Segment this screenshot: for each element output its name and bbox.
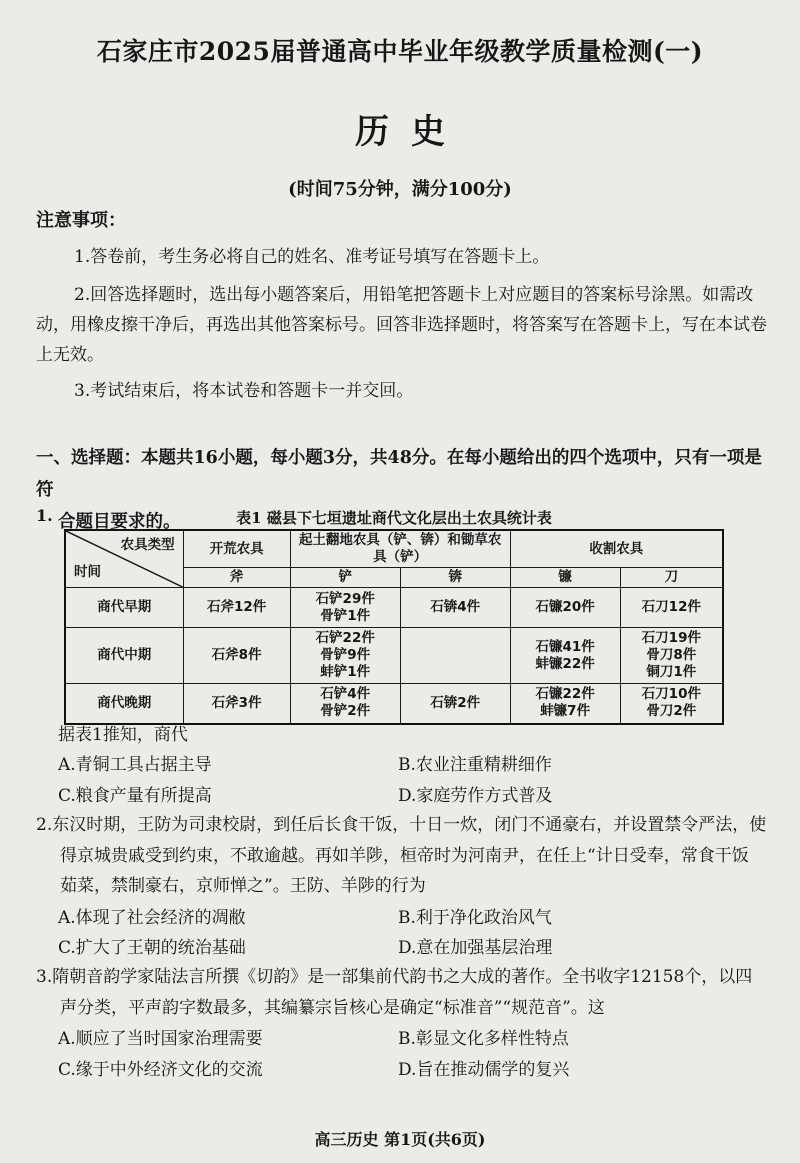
cell-value: 骨铲1件 bbox=[320, 607, 371, 624]
q2-option-c: C.扩大了王朝的统治基础 bbox=[58, 938, 246, 958]
subhead-axe: 斧 bbox=[183, 568, 290, 588]
exam-title: 石家庄市2025届普通高中毕业年级教学质量检测(一) bbox=[96, 37, 704, 66]
table-corner-header bbox=[65, 530, 183, 588]
knife-cell bbox=[620, 684, 723, 724]
subject-title: 历史 bbox=[355, 112, 467, 152]
cell-value: 骨刀2件 bbox=[646, 703, 697, 720]
section-heading-line2: 合题目要求的。 bbox=[58, 512, 181, 532]
section-heading-line1: 一、选择题：本题共16小题，每小题3分，共48分。在每小题给出的四个选项中，只有一项是符 bbox=[36, 448, 762, 500]
q2-line-3: 茹菜，禁制豪右，京师惮之”。王防、羊陟的行为 bbox=[60, 876, 426, 896]
adze-cell bbox=[400, 588, 510, 628]
sickle-cell bbox=[510, 684, 620, 724]
cell-value: 蚌镰7件 bbox=[540, 703, 591, 720]
time-info: (时间75分钟，满分100分) bbox=[288, 179, 512, 200]
cell-value: 铜刀1件 bbox=[646, 664, 697, 680]
table-row bbox=[65, 684, 723, 724]
note-item-2: 2.回答选择题时，选出每小题答案后，用铅笔把答题卡上对应题目的答案标号涂黑。如需改动，用橡皮擦干净后，再选出其他答案标号。回答非选择题时，将答案写在答题卡上，写在本试卷上无效。 bbox=[36, 285, 767, 365]
subhead-shovel: 铲 bbox=[290, 568, 400, 588]
q2-option-d: D.意在加强基层治理 bbox=[398, 938, 553, 958]
cell-value: 石镰20件 bbox=[535, 599, 595, 615]
q3-option-b: B.彰显文化多样性特点 bbox=[398, 1029, 569, 1049]
sickle-cell bbox=[510, 588, 620, 628]
q3-option-c: C.缘于中外经济文化的交流 bbox=[58, 1060, 263, 1080]
corner-bottom-label: 时间 bbox=[74, 564, 101, 580]
table-row bbox=[65, 628, 723, 684]
q2-option-a: A.体现了社会经济的凋敝 bbox=[58, 908, 246, 928]
adze-cell bbox=[400, 628, 510, 684]
period-cell: 商代中期 bbox=[65, 628, 183, 684]
group-header-tilling: 起土翻地农具（铲、锛）和锄草农具（铲） bbox=[290, 530, 510, 568]
cell-value: 蚌铲1件 bbox=[320, 664, 371, 680]
subhead-adze: 锛 bbox=[400, 568, 510, 588]
q2-option-b: B.利于净化政治风气 bbox=[398, 908, 552, 928]
note-item-3: 3.考试结束后，将本试卷和答题卡一并交回。 bbox=[74, 381, 414, 401]
sickle-cell bbox=[510, 628, 620, 684]
subhead-knife: 刀 bbox=[620, 568, 723, 588]
knife-cell bbox=[620, 628, 723, 684]
axe-cell bbox=[183, 588, 290, 628]
knife-cell bbox=[620, 588, 723, 628]
group-header-harvest: 收割农具 bbox=[510, 530, 723, 568]
question-1-number: 1. bbox=[36, 506, 53, 525]
q1-option-a: A.青铜工具占据主导 bbox=[58, 755, 212, 775]
note-item-1: 1.答卷前，考生务必将自己的姓名、准考证号填写在答题卡上。 bbox=[74, 247, 550, 267]
table-row bbox=[65, 588, 723, 628]
cell-value: 石锛4件 bbox=[430, 599, 481, 615]
cell-value: 骨铲2件 bbox=[320, 703, 371, 720]
cell-value: 石镰41件 bbox=[535, 638, 595, 655]
adze-cell bbox=[400, 684, 510, 724]
cell-value: 石锛2件 bbox=[430, 694, 481, 711]
shovel-cell bbox=[290, 628, 400, 684]
table-caption: 表1 磁县下七垣遗址商代文化层出土农具统计表 bbox=[236, 509, 552, 527]
q2-line-1: 2.东汉时期，王防为司隶校尉，到任后长食干饭，十日一炊，闭门不通豪右，并设置禁令严法，使 bbox=[36, 815, 767, 835]
cell-value: 骨刀8件 bbox=[646, 647, 697, 663]
cell-value: 石镰22件 bbox=[535, 686, 595, 703]
shovel-cell bbox=[290, 684, 400, 724]
question-1-stem: 据表1推知，商代 bbox=[58, 725, 188, 745]
cell-value: 蚌镰22件 bbox=[535, 655, 595, 672]
cell-value: 石铲22件 bbox=[315, 630, 375, 646]
question-2-text bbox=[36, 810, 771, 902]
axe-cell bbox=[183, 684, 290, 724]
cell-value: 石刀19件 bbox=[641, 630, 701, 646]
q3-option-a: A.顺应了当时国家治理需要 bbox=[58, 1029, 263, 1049]
page-footer: 高三历史 第1页(共6页) bbox=[314, 1130, 486, 1149]
cell-value: 石铲4件 bbox=[320, 686, 371, 703]
period-cell: 商代晚期 bbox=[65, 684, 183, 724]
period-cell: 商代早期 bbox=[65, 588, 183, 628]
notes-title: 注意事项： bbox=[36, 210, 126, 231]
q3-line-1: 3.隋朝音韵学家陆法言所撰《切韵》是一部集前代韵书之大成的著作。全书收字12158个，以四 bbox=[36, 967, 753, 987]
cell-value: 骨铲9件 bbox=[320, 647, 371, 663]
cell-value: 石刀10件 bbox=[641, 686, 701, 703]
group-header-clearing: 开荒农具 bbox=[183, 530, 290, 568]
cell-value: 石铲29件 bbox=[315, 590, 375, 607]
corner-top-label: 农具类型 bbox=[120, 537, 175, 553]
q1-option-c: C.粮食产量有所提高 bbox=[58, 786, 212, 806]
cell-value: 石斧3件 bbox=[211, 694, 262, 711]
subhead-sickle: 镰 bbox=[510, 568, 620, 588]
axe-cell bbox=[183, 628, 290, 684]
question-3-text bbox=[36, 962, 771, 1023]
q3-line-2: 声分类，平声韵字数最多，其编纂宗旨核心是确定“标准音”“规范音”。这 bbox=[60, 997, 605, 1018]
cell-value: 石刀12件 bbox=[641, 599, 701, 615]
cell-value: 石斧8件 bbox=[211, 647, 262, 663]
q1-option-b: B.农业注重精耕细作 bbox=[398, 755, 552, 775]
farm-tools-table bbox=[64, 529, 724, 725]
q1-option-d: D.家庭劳作方式普及 bbox=[398, 786, 553, 806]
shovel-cell bbox=[290, 588, 400, 628]
q2-line-2: 得京城贵戚受到约束，不敢逾越。再如羊陟，桓帝时为河南尹，在任上“计日受奉，常食干饭 bbox=[60, 845, 749, 866]
cell-value: 石斧12件 bbox=[206, 599, 267, 615]
q3-option-d: D.旨在推动儒学的复兴 bbox=[398, 1060, 570, 1080]
